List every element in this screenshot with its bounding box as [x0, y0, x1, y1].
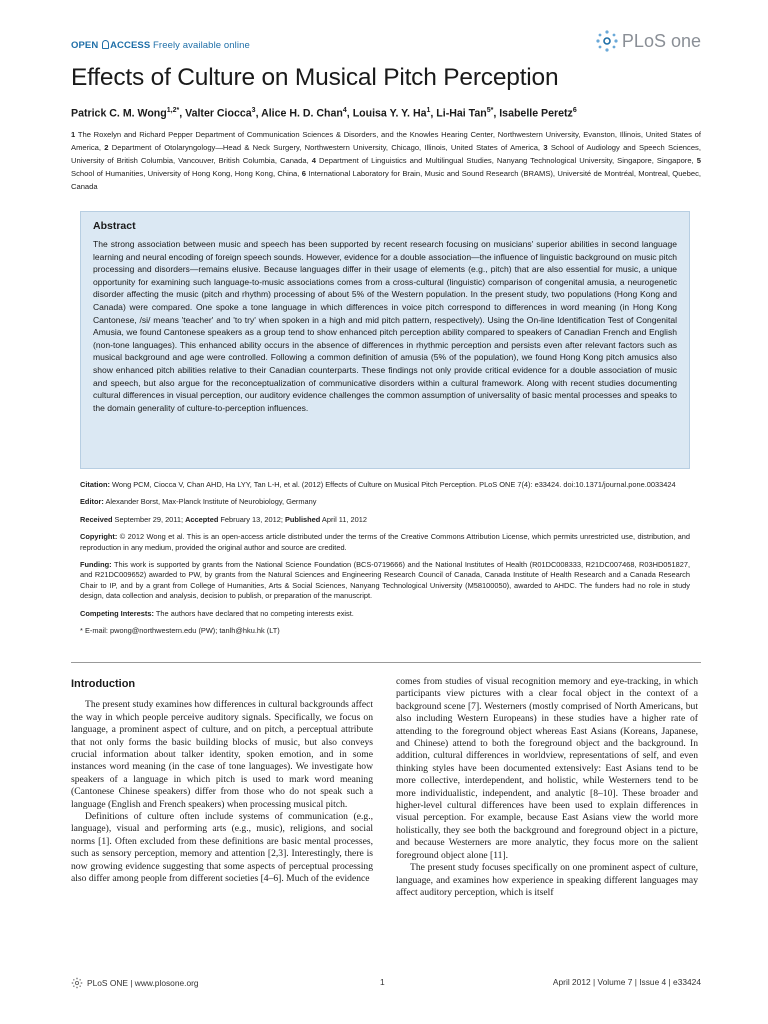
editor [80, 497, 690, 507]
body-paragraph: Definitions of culture often include systems of communication (e.g., language), visual and performing arts (e.g., music), religions, and social norms [1]. Often excluded from these definitions are basic mental processes, such as sensory perception, memory and attention [2,3]. Interestingly, there is now growing evidence suggesting that some aspects of perceptual processing also differ among people from different societies [4–6]. Much of the evidence [71, 811, 373, 885]
affil-text: International Laboratory for Brain, Music and Sound Research (BRAMS), Université de Montréal, Montreal, Quebec, Canada [71, 169, 702, 191]
abstract-box [80, 211, 690, 469]
affil-num: 4 [311, 156, 316, 165]
plos-dots-icon [594, 28, 620, 54]
abstract-text: The strong association between music and speech has been supported by recent research focusing on musicians' superior abilities in second language learning and neural encoding of foreign speech sounds. However, evidence for a double association—the influence of linguistic background on music pitch processing and disorders—remains elusive. Because languages differ in their usage of elements (e.g., pitch) that are also essential for music, a unique opportunity for examining such language-to-music associations comes from a cross-cultural (linguistic) comparison of congenital amusia, a neurogenetic disorder affecting the music (pitch and rhythm) processing of about 5% of the Western population. In the present study, two populations (Hong Kong and Canada) were compared. One spoke a tone language in which differences in voice pitch correspond to differences in word meaning (in Hong Kong Cantonese, /si/ means 'teacher' and 'to try' when spoken in a high and mid pitch pattern, respectively). Using the On-line Identification Test of Congenital Amusia, we found Cantonese speakers as a group tend to show enhanced pitch perception ability compared to speakers of Canadian French and English (non-tone languages). This enhanced ability occurs in the absence of differences in rhythmic perception and persists even after relevant factors such as musical background and age were controlled. Following a common definition of amusia (5% of the population), we found Hong Kong pitch amusics also show enhanced pitch abilities relative to their Canadian counterparts. These findings not only provide critical evidence for a double association of music and speech, but also argue for the reconceptualization of communicative disorders within a cultural framework. Along with recent studies documenting cultural differences in visual perception, our auditory evidence challenges the common assumption of universality of basic mental processes and speaks to the domain generality of culture-to-perception influences. [93, 239, 677, 413]
journal-header [71, 31, 701, 58]
competing-interests [80, 609, 690, 619]
meta-text: April 11, 2012 [321, 514, 367, 524]
abstract-heading: Abstract [93, 220, 136, 232]
affil-num: 3 [543, 143, 548, 152]
open-access-banner [71, 40, 250, 51]
author-name: Patrick C. M. Wong [71, 107, 167, 120]
meta-label: Published [284, 514, 321, 524]
meta-text: Alexander Borst, Max-Planck Institute of Neurobiology, Germany [105, 497, 317, 507]
author-name: Li-Hai Tan [436, 107, 487, 120]
meta-text: This work is supported by grants from the National Science Foundation (BCS-0719666) and the National Institutes of Health (R01DC008333, R21DC007468, R03HD051827, and R21DC009652) awarded to PW, by grants from the Natural Sciences and Engineering Research Council of Canada, Canada Institute of Health Research and a Canada Research Chair to IP, and by a grant from College of Humanities, Arts & Social Sciences, Nanyang Technological University (M58100050), awarded to AHDC. The funders had no role in study design, data collection and analysis, decision to publish, or preparation of the manuscript. [80, 560, 690, 601]
affil-text: School of Humanities, University of Hong Kong, Hong Kong, China, [71, 169, 300, 178]
affil-text: The Roxelyn and Richard Pepper Department of Communication Sciences & Disorders, and the Knowles Hearing Center, Northwestern University, Evanston, Illinois, United States of America, [71, 130, 701, 152]
article-metadata [80, 480, 690, 643]
access-label: ACCESS [110, 40, 151, 51]
meta-text: February 13, 2012; [220, 514, 283, 524]
meta-text: © 2012 Wong et al. This is an open-access article distributed under the terms of the Creative Commons Attribution License, which permits unrestricted use, distribution, and reproduction in any medium, provided the original author and source are credited. [80, 532, 691, 552]
body-paragraph: The present study examines how differences in cultural backgrounds affect the way in which people perceive auditory signals. Specifically, we focus on language, a prominent aspect of culture, and on pitch, a perceptual attribute that not only forms the basic building blocks of music, but also conveys crucial information about talker identity, spoken emotion, and in some instances word meaning (in the case of tone languages). We investigate how speakers of a language in which pitch is used to mark word meaning (Cantonese Chinese speakers) differ from those who do not speak such a language (English and French speakers) when processing musical pitch. [71, 699, 373, 810]
footer-issue: April 2012 | Volume 7 | Issue 4 | e33424 [552, 977, 701, 987]
affil-num: 2 [104, 143, 109, 152]
meta-label: * [80, 626, 83, 636]
body-paragraph: The present study focuses specifically on one prominent aspect of culture, language, and examines how experience in speaking different languages may affect auditory perception, which is itself [396, 862, 698, 898]
affiliations [71, 128, 701, 193]
meta-label: Received [80, 514, 113, 524]
page-number: 1 [380, 977, 385, 987]
freely-available-label: Freely available online [153, 40, 250, 51]
copyright [80, 532, 690, 553]
plos-wordmark: PLoS one [621, 31, 701, 51]
affil-text: Department of Otolaryngology—Head & Neck Surgery, Northwestern University, Chicago, Illinois, United States of America, [111, 143, 541, 152]
body-paragraph: comes from studies of visual recognition memory and eye-tracking, in which participants view pictures with a clear focal object in the context of a background scene [7]. Westerners (mostly comprised of North Americans, but also including Western Europeans) in these studies have a higher rate of attending to the foreground object whereas East Asians (Koreans, Japanese, and Chinese) attend to both the foreground object and the background. In addition, cultural differences in worldview, representations of self, and even thinking styles have been documented extensively: East Asians tend to be more collective, interdependent, and holistic, while Westerners tend to be more individualistic, independent, and analytic [8–10]. These broader and higher-level cultural differences have been used to explain differences in visual perception. For example, because East Asians view the world more holistically, they see both the background and foreground object in a picture, and because Westerners are more analytic, they focus more on the salient foreground object alone [11]. [396, 676, 698, 861]
meta-label: Citation: [80, 480, 110, 489]
author-sup: 6 [572, 107, 577, 114]
footer-journal-text: PLoS ONE | www.plosone.org [87, 978, 199, 988]
author-sup: 1 [426, 107, 431, 114]
author-list: Patrick C. M. Wong$^{1,2*}$, Valter Ciocca$^3$, Alice H. D. Chan$^4$, Louisa Y. Y. Ha$^1$, Li-Hai Tan$^{5*}$, Isabelle Peretz$^6$ [71, 107, 577, 120]
affil-num: 5 [696, 156, 701, 165]
metadata-divider [71, 662, 701, 663]
meta-text: E-mail: pwong@northwestern.edu (PW); tanlh@hku.hk (LT) [84, 626, 280, 636]
corresponding-email [80, 626, 690, 636]
author-sup: 3 [251, 107, 256, 114]
author-name: Valter Ciocca [185, 107, 252, 120]
affil-num: 6 [301, 169, 306, 178]
affil-text: School of Audiology and Speech Sciences, University of British Columbia, Vancouver, British Columbia, Canada, [71, 143, 701, 165]
footer-journal [71, 977, 199, 989]
citation [80, 480, 690, 490]
section-heading-introduction: Introduction [71, 678, 136, 690]
meta-label: Funding: [80, 560, 112, 570]
affil-text: Department of Linguistics and Multilingual Studies, Nanyang Technological University, Singapore, Singapore, [319, 156, 694, 165]
article-title: Effects of Culture on Musical Pitch Perception [71, 64, 559, 91]
meta-text: Wong PCM, Ciocca V, Chan AHD, Ha LYY, Tan L-H, et al. (2012) Effects of Culture on Musical Pitch Perception. PLoS ONE 7(4): e33424. doi:10.1371/journal.pone.0033424 [112, 480, 676, 489]
author-name: Alice H. D. Chan [261, 107, 343, 120]
author-name: Louisa Y. Y. Ha [352, 107, 427, 120]
author-sup: 4 [342, 107, 347, 114]
author-sup: 5* [486, 107, 494, 114]
meta-label: Competing Interests: [80, 608, 154, 618]
meta-text: The authors have declared that no competing interests exist. [155, 608, 354, 618]
funding [80, 560, 690, 602]
body-column-left [71, 676, 373, 886]
meta-label: Accepted [185, 514, 219, 524]
open-lock-icon [102, 40, 109, 49]
page-footer [71, 973, 701, 993]
body-column-right [396, 676, 698, 899]
author-sup: 1,2* [166, 107, 180, 114]
open-label: OPEN [71, 40, 99, 51]
meta-text: September 29, 2011; [114, 514, 184, 524]
meta-label: Copyright: [80, 532, 118, 542]
plos-one-logo [622, 26, 701, 56]
plos-mini-logo-icon [71, 977, 83, 989]
dates [80, 515, 690, 525]
author-name: Isabelle Peretz [499, 107, 573, 120]
affil-num: 1 [71, 130, 76, 139]
meta-label: Editor: [80, 497, 104, 507]
